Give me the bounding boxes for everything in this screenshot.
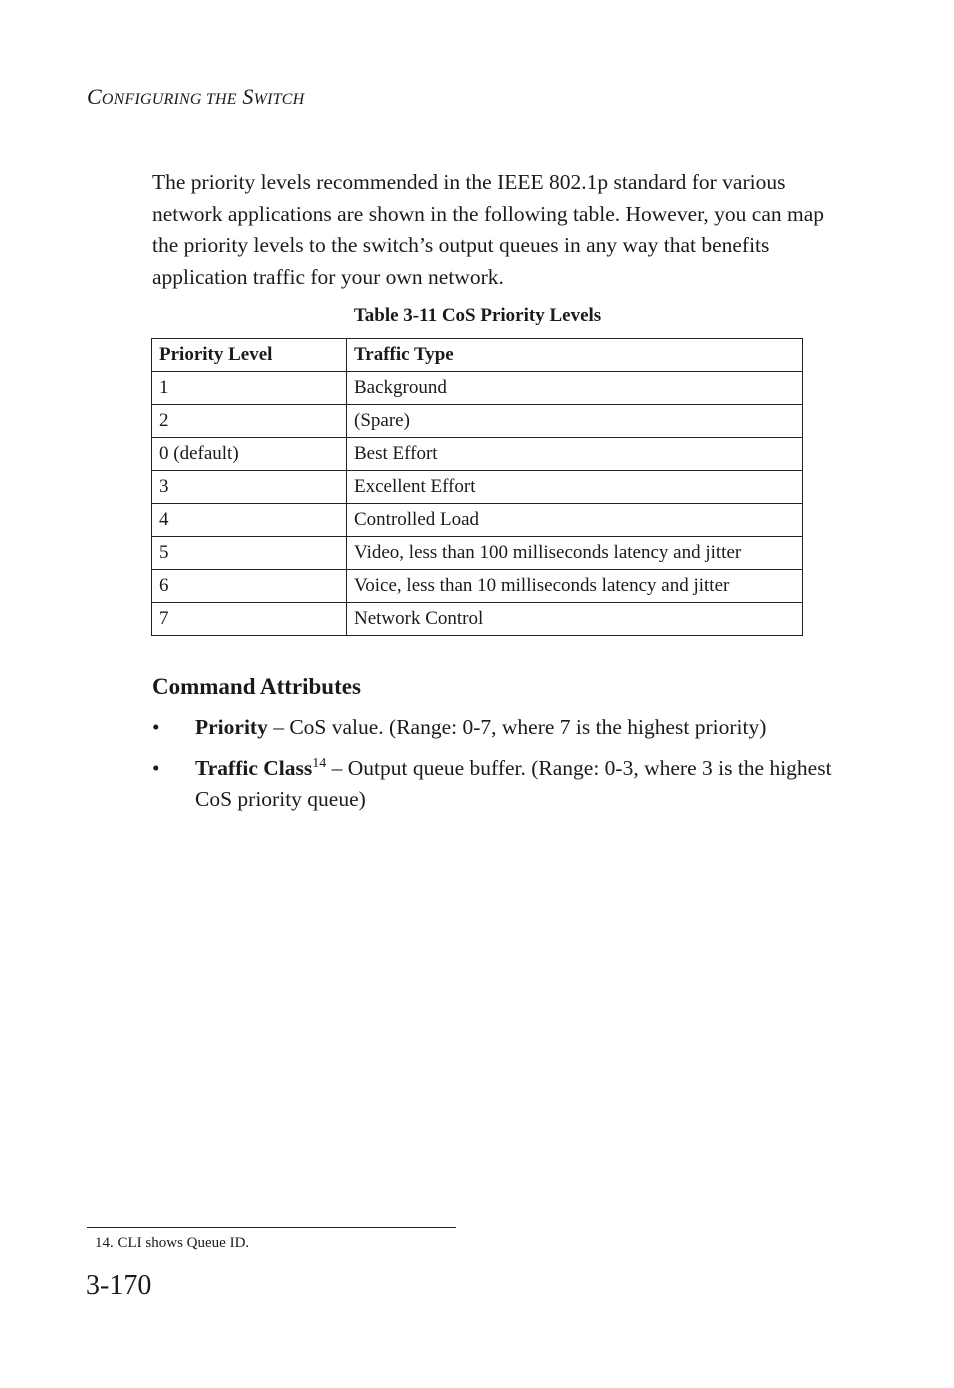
traffic-type-cell: Excellent Effort (347, 471, 803, 504)
traffic-type-cell: Network Control (347, 603, 803, 636)
running-header (87, 84, 304, 110)
running-header-witch: WITCH (253, 91, 305, 108)
table-row (152, 471, 803, 504)
traffic-type-cell: Background (347, 372, 803, 405)
priority-level-cell: 5 (152, 537, 347, 570)
attribute-desc-traffic-class: – Output queue buffer. (Range: 0-3, where 3 is the highest CoS priority queue) (195, 755, 832, 811)
priority-level-cell: 2 (152, 405, 347, 438)
table-caption: Table 3-11 CoS Priority Levels (353, 305, 602, 326)
table-header-row (152, 339, 803, 372)
list-item-priority (152, 712, 852, 744)
footnote-divider (87, 1227, 456, 1228)
running-header-onfiguring: ONFIGURING THE (101, 91, 237, 108)
intro-paragraph: The priority levels recommended in the IEEE 802.1p standard for various network applications are shown in the following table. However, you can map the priority levels to the switch’s output queues in any way that benefits application traffic for your own network. (152, 170, 825, 289)
column-header-traffic-type: Traffic Type (347, 339, 803, 372)
table-row (152, 570, 803, 603)
table-row (152, 537, 803, 570)
priority-level-cell: 4 (152, 504, 347, 537)
priority-level-cell: 3 (152, 471, 347, 504)
footnote-text: 14. CLI shows Queue ID. (95, 1235, 250, 1251)
running-header-s: S (242, 84, 254, 109)
priority-level-cell: 1 (152, 372, 347, 405)
table-row (152, 438, 803, 471)
bullet-dot: • (152, 715, 160, 739)
priority-level-cell: 7 (152, 603, 347, 636)
table-row (152, 603, 803, 636)
traffic-type-cell: Controlled Load (347, 504, 803, 537)
priority-level-cell: 6 (152, 570, 347, 603)
traffic-type-cell: Best Effort (347, 438, 803, 471)
table-row (152, 405, 803, 438)
attribute-desc-priority: – CoS value. (Range: 0-7, where 7 is the highest priority) (267, 715, 767, 739)
running-header-c: C (87, 84, 102, 109)
attribute-list (152, 712, 852, 825)
attribute-term-priority: Priority (195, 715, 268, 739)
traffic-type-cell: Voice, less than 10 milliseconds latency and jitter (347, 570, 803, 603)
footnote-reference[interactable]: 14 (312, 755, 327, 771)
priority-level-cell: 0 (default) (152, 438, 347, 471)
page-number: 3-170 (86, 1270, 152, 1301)
column-header-priority-level: Priority Level (152, 339, 347, 372)
attribute-term-traffic-class: Traffic Class (195, 755, 313, 780)
cos-priority-table (151, 338, 803, 636)
list-item-traffic-class (152, 753, 852, 816)
table-row (152, 372, 803, 405)
traffic-type-cell: (Spare) (347, 405, 803, 438)
bullet-dot: • (152, 755, 160, 780)
section-heading-command-attributes: Command Attributes (152, 674, 361, 699)
table-row (152, 504, 803, 537)
traffic-type-cell: Video, less than 100 milliseconds latency and jitter (347, 537, 803, 570)
